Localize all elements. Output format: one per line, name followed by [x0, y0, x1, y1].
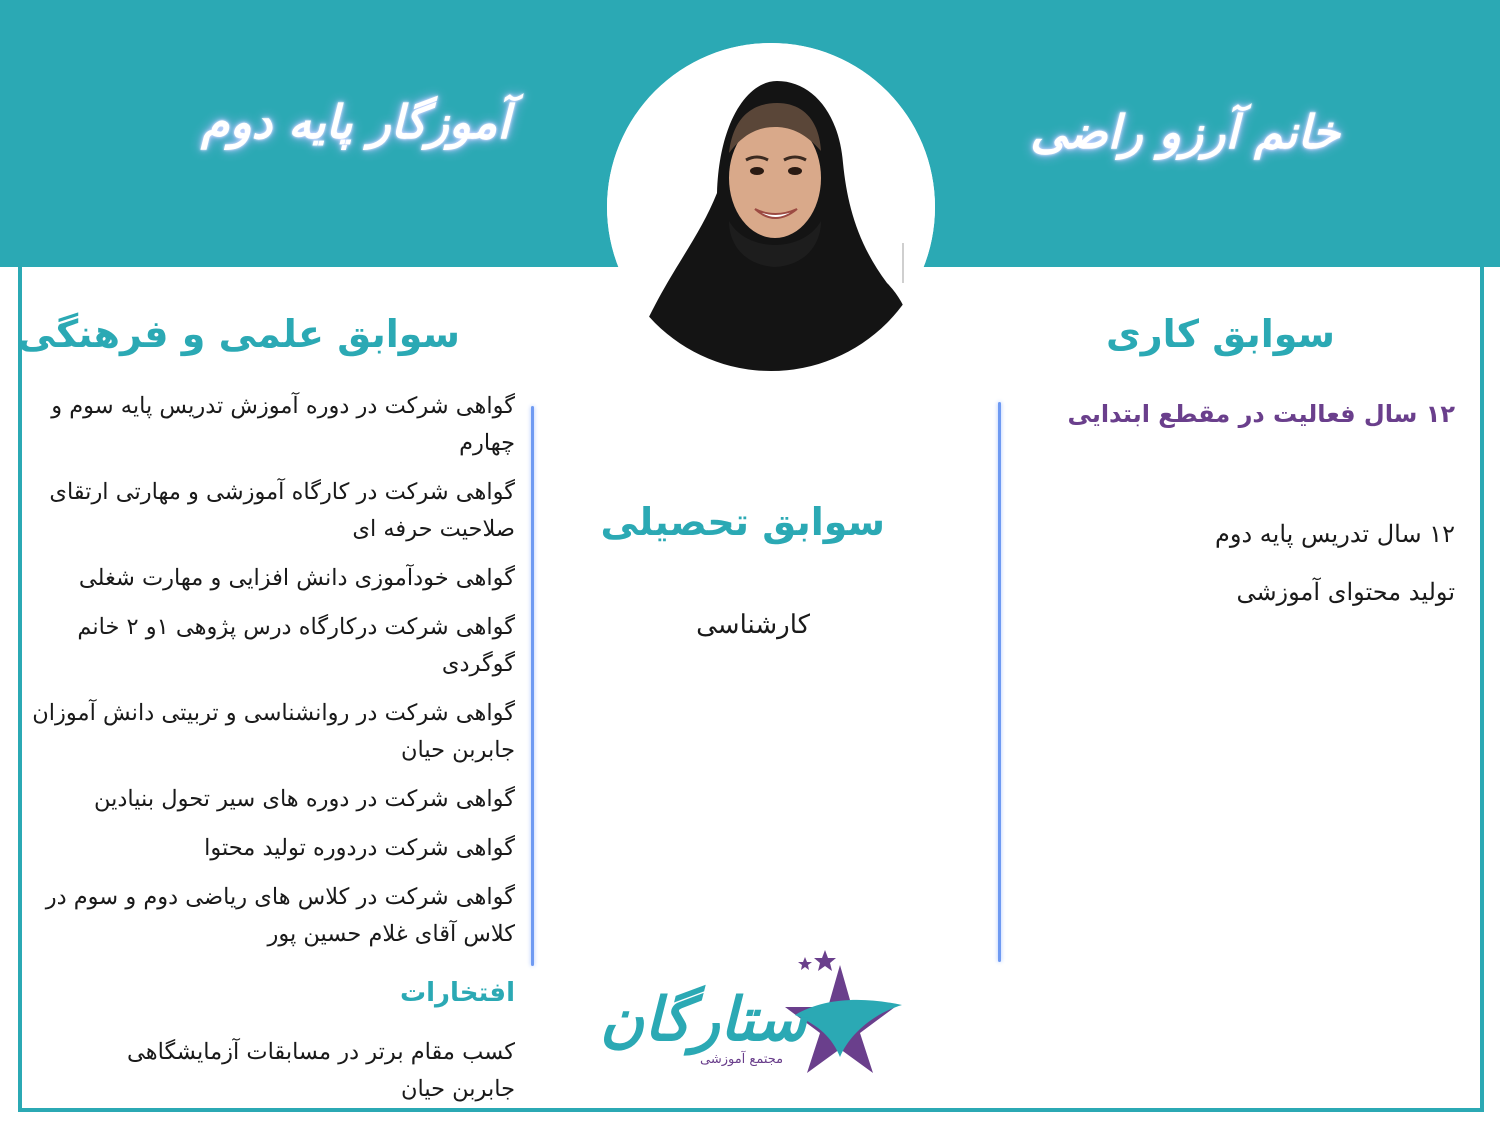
list-item: گواهی شرکت درکارگاه درس پژوهی ۱و ۲ خانم گوگردی	[77, 614, 515, 677]
portrait-image	[607, 43, 935, 371]
column-divider-right	[998, 402, 1001, 962]
list-item: گواهی خودآموزی دانش افزایی و مهارت شغلی	[78, 565, 515, 591]
honors-title: افتخارات	[399, 978, 515, 1008]
work-history-title: سوابق کاری	[1105, 312, 1335, 356]
education-history-title: سوابق تحصیلی	[600, 500, 885, 544]
teacher-photo	[607, 43, 935, 371]
scientific-history-title: سوابق علمی و فرهنگی	[17, 312, 460, 356]
list-item: گواهی شرکت در دوره آموزش تدریس پایه سوم و چهارم	[51, 393, 515, 456]
work-item: ۱۲ سال تدریس پایه دوم	[1215, 520, 1455, 548]
teacher-role: آموزگار پایه دوم	[200, 95, 510, 149]
list-item: گواهی شرکت در دوره های سیر تحول بنیادین	[93, 786, 515, 812]
education-item: کارشناسی	[696, 610, 810, 640]
list-item: گواهی شرکت در روانشناسی و تربیتی دانش آموزان جابربن حیان	[32, 700, 515, 763]
logo-subtitle: مجتمع آموزشی	[700, 1052, 784, 1067]
certificate-list	[30, 388, 515, 965]
list-item: گواهی شرکت در کلاس های ریاضی دوم و سوم در کلاس آقای غلام حسین پور	[45, 884, 515, 947]
list-item: گواهی شرکت دردوره تولید محتوا	[204, 835, 515, 861]
work-item: تولید محتوای آموزشی	[1236, 578, 1455, 606]
logo-name: ستارگان	[600, 985, 807, 1055]
list-item: گواهی شرکت در کارگاه آموزشی و مهارتی ارتقای صلاحیت حرفه ای	[49, 479, 515, 542]
honor-item: کسب مقام برتر در مسابقات آزمایشگاهی جابربن حیان	[126, 1039, 515, 1102]
work-highlight: ۱۲ سال فعالیت در مقطع ابتدایی	[1067, 400, 1455, 428]
column-divider-left	[531, 406, 534, 966]
teacher-name: خانم آرزو راضی	[1030, 105, 1340, 159]
